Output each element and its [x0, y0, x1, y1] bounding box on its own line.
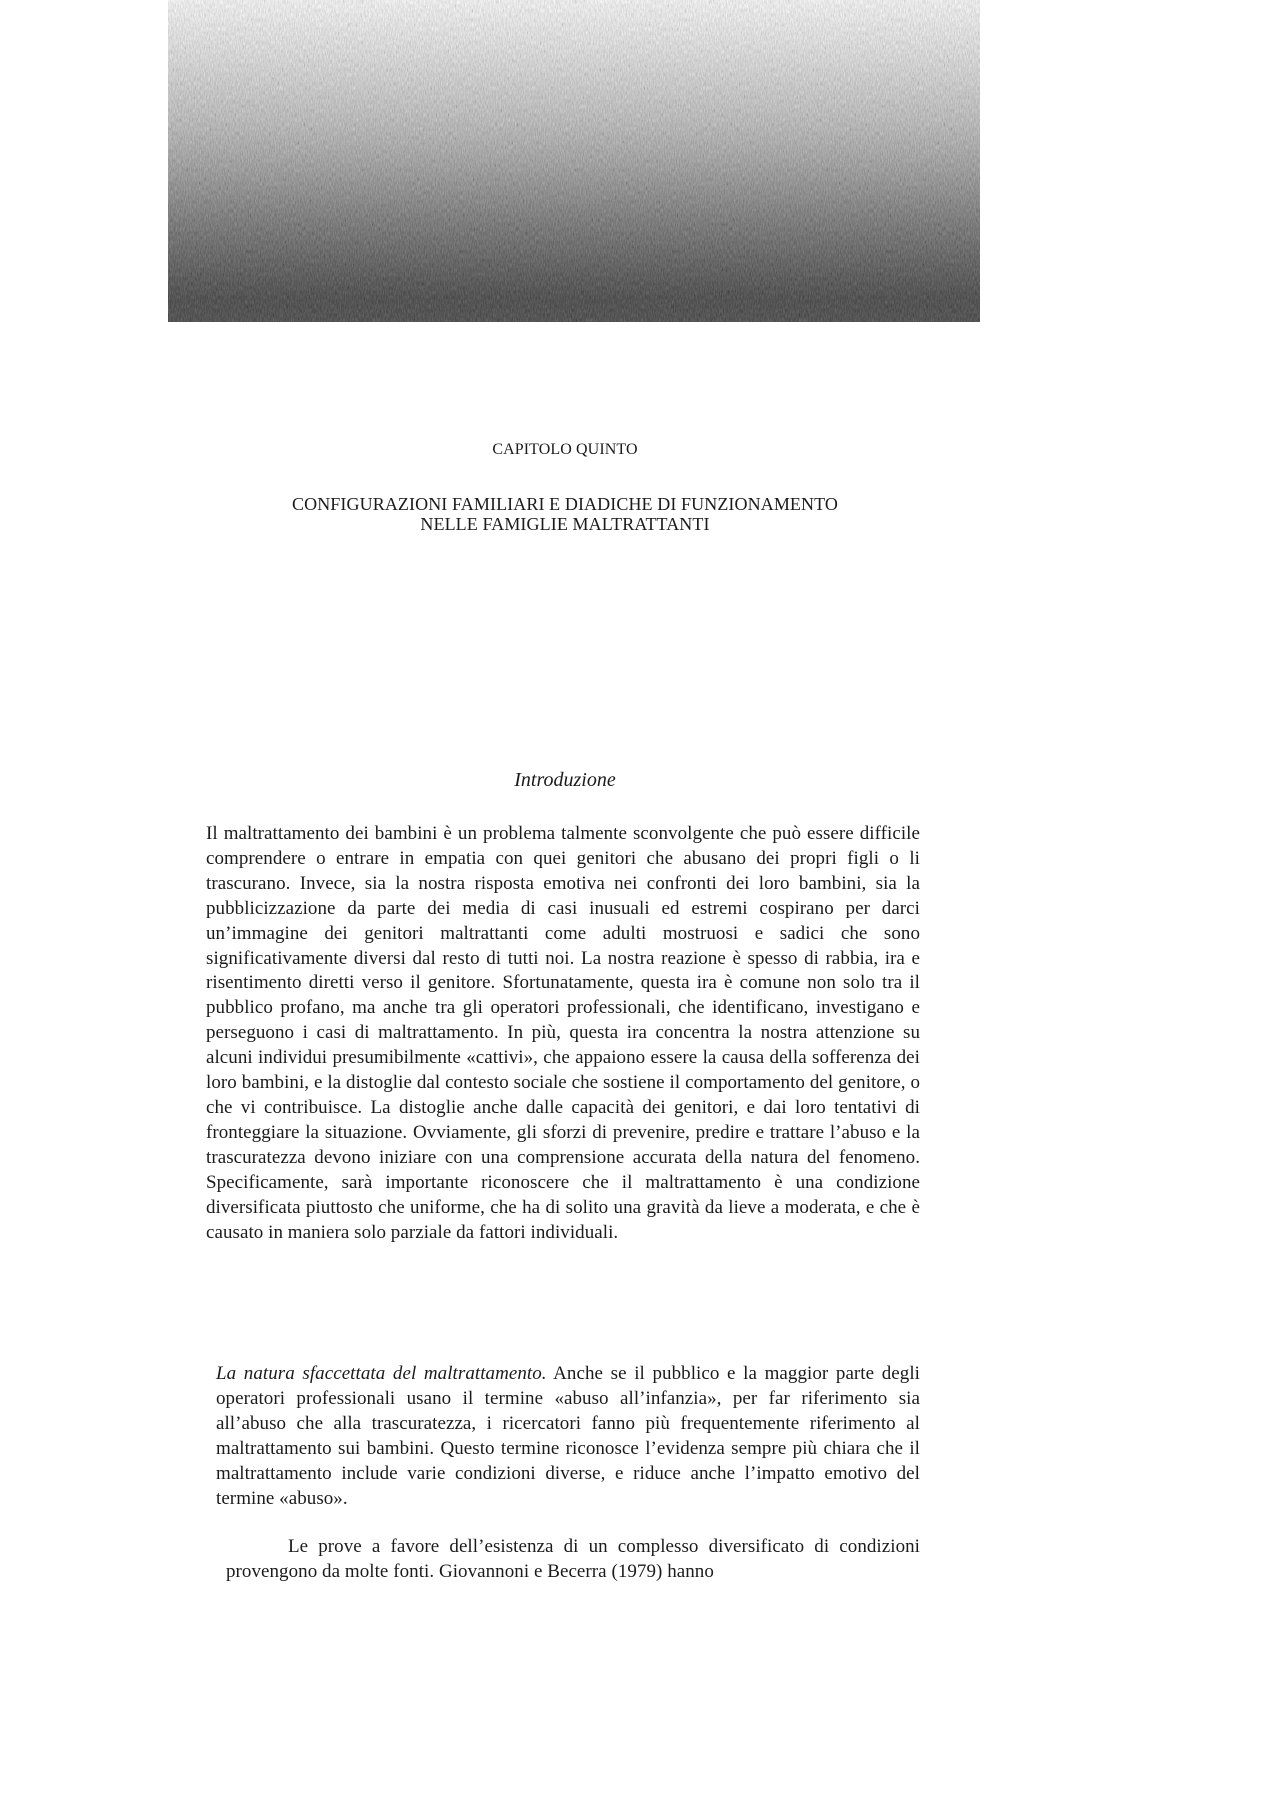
paragraph-3-text: Le prove a favore dell’esistenza di un complesso diversificato di condizioni provengono da molte fonti. Giovannoni e Becerra (1979) hanno	[226, 1536, 920, 1582]
body-paragraph-2	[216, 1362, 920, 1511]
section-heading-introduzione: Introduzione	[514, 769, 616, 791]
paragraph-2-body: Anche se il pubblico e la maggior parte degli operatori professionali usano il termine «abuso all’infanzia», per far riferimento sia all’abuso che alla trascuratezza, i ricercatori fanno più frequentemente riferimento al maltrattamento sui bambini. Questo termine riconosce l’evidenza sempre più chiara che il maltrattamento include varie condizioni diverse, e riduce anche l’impatto emotivo del termine «abuso».	[216, 1363, 920, 1509]
paragraph-1-text: Il maltrattamento dei bambini è un problema talmente sconvolgente che può essere difficile comprendere o entrare in empatia con quei genitori che abusano dei propri figli o li trascurano. Invece, sia la nostra risposta emotiva nei confronti dei loro bambini, sia la pubblicizzazione da parte dei media di casi inusuali ed estremi cospirano per darci un’immagine dei genitori maltrattanti come adulti mostruosi e sadici che sono significativamente diversi dal resto di tutti noi. La nostra reazione è spesso di rabbia, ira e risentimento diretti verso il genitore. Sfortunatamente, questa ira è comune non solo tra il pubblico profano, ma anche tra gli operatori professionali, che identificano, investigano e perseguono i casi di maltrattamento. In più, questa ira concentra la nostra attenzione su alcuni individui presumibilmente «cattivi», che appaiono essere la causa della sofferenza dei loro bambini, e la distoglie dal contesto sociale che sostiene il comportamento del genitore, o che vi contribuisce. La distoglie anche dalle capacità dei genitori, e dai loro tentativi di fronteggiare la situazione. Ovviamente, gli sforzi di prevenire, predire e trattare l’abuso e la trascuratezza devono iniziare con una comprensione accurata della natura del fenomeno. Specificamente, sarà importante riconoscere che il maltrattamento è una condizione diversificata piuttosto che uniforme, che ha di solito una gravità da lieve a moderata, e che è causato in maniera solo parziale da fattori individuali.	[206, 823, 920, 1243]
chapter-title-line-2: NELLE FAMIGLIE MALTRATTANTI	[420, 514, 710, 534]
paragraph-2-text	[216, 1362, 920, 1511]
chapter-label: CAPITOLO QUINTO	[492, 441, 638, 458]
chapter-title	[210, 494, 920, 534]
body-paragraph-3	[226, 1535, 920, 1585]
chapter-title-line-1: CONFIGURAZIONI FAMILIARI E DIADICHE DI FUNZIONAMENTO	[292, 494, 838, 514]
body-paragraph-1	[206, 822, 920, 1245]
scanned-top-band	[168, 0, 980, 322]
scan-noise-texture	[168, 0, 980, 322]
paragraph-2-lead: La natura sfaccettata del maltrattamento.	[216, 1363, 547, 1384]
